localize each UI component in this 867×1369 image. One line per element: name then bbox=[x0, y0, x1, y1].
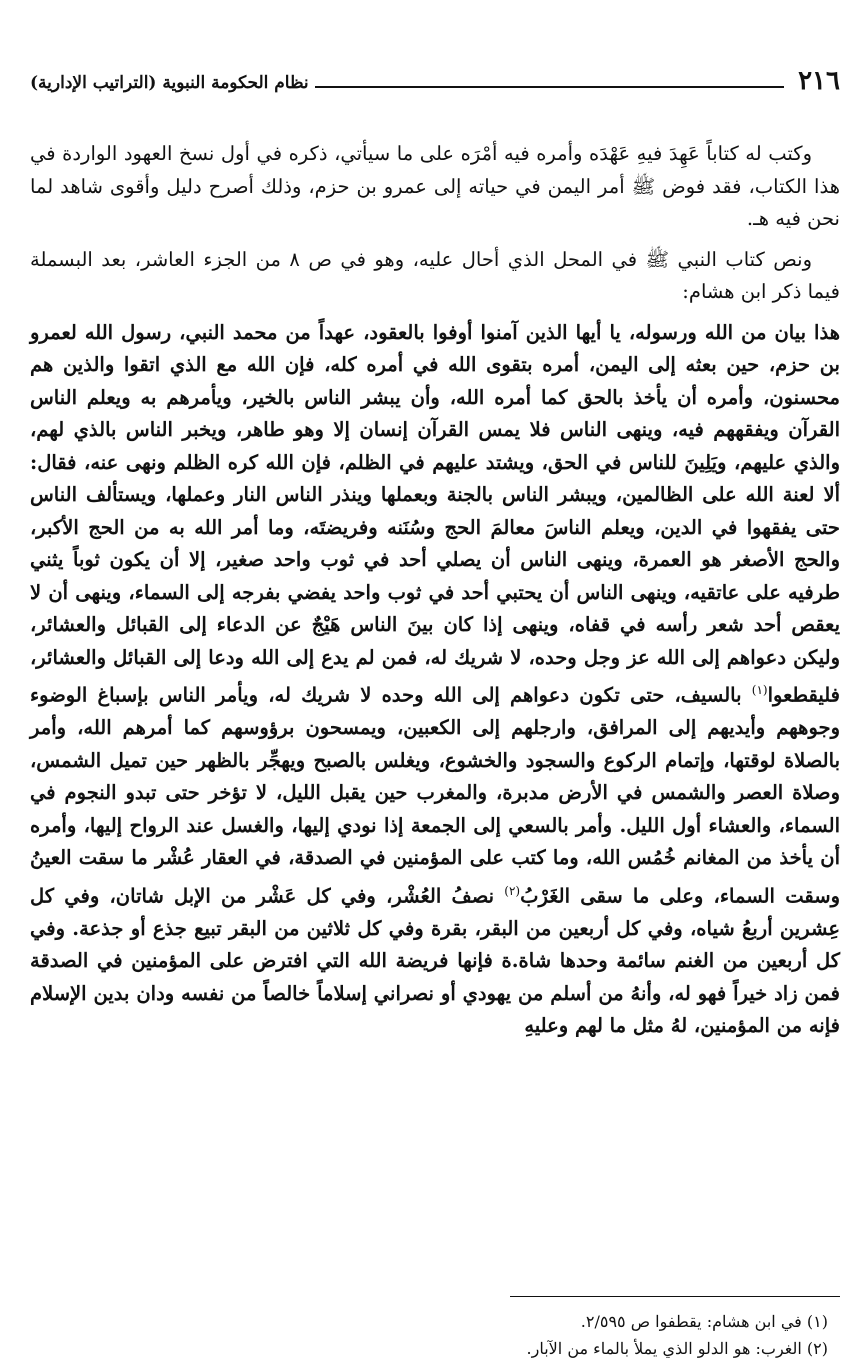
footnote-2: (٢) الغرب: هو الدلو الذي يملأ بالماء من الآبار. bbox=[526, 1339, 828, 1358]
footnote-ref-1: (١) bbox=[751, 683, 768, 697]
footnote-ref-2: (٢) bbox=[504, 883, 521, 898]
running-title: نظام الحكومة النبوية (التراتيب الإدارية) bbox=[30, 73, 309, 93]
quote-part-3: نصفُ العُشْر، وفي كل عَشْر من الإبل شاتان، وفي كل عِشرين أربعُ شياه، وفي كل أربعين من البقر، بقرة وفي كل ثلاثين من البقر تبيع جذع أو جذعة. وفي كل أربعين من الغنم سائمة وحدها شاة.ة فإنها فريضة الله التي افترض على المؤمنين في الصدقة فمن زاد خيراً فهو له، وأنهُ من أسلم من يهودي أو نصراني إسلاماً خالصاً من نفسه ودان بدين الإسلام فإنه من المؤمنين، لهُ مثل ما لهم وعليهِ bbox=[30, 884, 840, 1037]
footnote-1: (١) في ابن هشام: يقطفوا ص ٢/٥٩٥. bbox=[580, 1312, 828, 1331]
paragraph-1: وكتب له كتاباً عَهِدَ فيهِ عَهْدَه وأمره فيه أمْرَه على ما سيأتي، ذكره في أول نسخ العهود الواردة في هذا الكتاب، فقد فوض ﷺ أمر اليمن في حياته إلى عمرو بن حزم، وذلك أصرح دليل وأقوى شاهد لما نحن فيه هـ. bbox=[30, 142, 840, 230]
paragraph-2: ونص كتاب النبي ﷺ في المحل الذي أحال عليه، وهو في ص ٨ من الجزء العاشر، بعد البسملة فيما ذكر ابن هشام: bbox=[30, 247, 840, 303]
body-text bbox=[30, 138, 840, 1043]
running-header bbox=[30, 60, 840, 94]
footnotes bbox=[30, 1308, 840, 1362]
footnote-rule bbox=[510, 1296, 840, 1297]
quote-part-2: بالسيف، حتى تكون دعواهم إلى الله وحده لا شريك له، ويأمر الناس بإسباغ الوضوء وجوههم وأيديهم إلى المرافق، وارجلهم إلى الكعبين، ويمسحون برؤوسهم كما أمرهم الله، وأمر بالصلاة لوقتها، وإتمام الركوع والسجود والخشوع، ويغلس بالصبح ويهجِّر بالظهر حين تميل الشمس، وصلاة العصر والشمس في الأرض مدبرة، والمغرب حين يقبل الليل، لا تؤخر حتى تبدو النجوم في السماء، والعشاء أول الليل. وأمر بالسعي إلى الجمعة إذا نودي إليها، والغسل عند الرواح إليها، وأمره أن يأخذ من المغانم خُمُس الله، وما كتب على المؤمنين في الصدقة، في العقار عُشْر ما سقت العينُ وسقت السماء، وعلى ما سقى الغَرْبُ bbox=[30, 683, 840, 907]
quote-part-1: هذا بيان من الله ورسوله، يا أيها الذين آمنوا أوفوا بالعقود، عهداً من محمد النبي، رسول الله لعمرو بن حزم، حين بعثه إلى اليمن، أمره بتقوى الله في أمره كله، فإن الله مع الذي اتقوا والذين هم محسنون، وأمره أن يأخذ بالحق كما أمره الله، وأن يبشر الناس بالخير، ويأمرهم به ويعلم الناس القرآن ويفقههم فيه، وينهى الناس فلا يمس القرآن إنسان إلا وهو طاهر، ويخبر الناس بالذي لهم، والذي عليهم، ويَلِينَ للناس في الحق، ويشتد عليهم في الظلم، فإن الله كره الظلم ونهى عنه، فقال: ألا لعنة الله على الظالمين، ويبشر الناس بالجنة وبعملها وينذر الناس النار وعملها، ويستألف الناس حتى يفقهوا في الدين، ويعلم الناسَ معالمَ الحج وسُنَنه وفريضتَه، وما أمر الله به من الحج الأكبر، والحج الأصغر هو العمرة، وينهى الناس أن يصلي أحد في ثوب واحد صغير، إلا أن يكون ثوباً يثني طرفيه على عاتقيه، وينهى الناس أن يحتبي أحد في ثوب واحد يفضي بفرجه إلى السماء، وينهى أن لا يعقص أحد شعر رأسه في قفاه، وينهى إذا كان بينَ الناس هَيْجٌ عن الدعاء إلى القبائل والعشائر، وليكن دعواهم إلى الله عز وجل وحده، لا شريك له، فمن لم يدع إلى الله ودعا إلى القبائل والعشائر، فليقطعوا bbox=[30, 320, 840, 707]
quoted-letter bbox=[30, 317, 840, 1043]
paragraph-gap bbox=[30, 236, 840, 244]
page-number: ٢١٦ bbox=[798, 66, 840, 96]
header-rule bbox=[315, 86, 784, 88]
paragraph-gap bbox=[30, 309, 840, 317]
document-page bbox=[30, 50, 840, 1358]
